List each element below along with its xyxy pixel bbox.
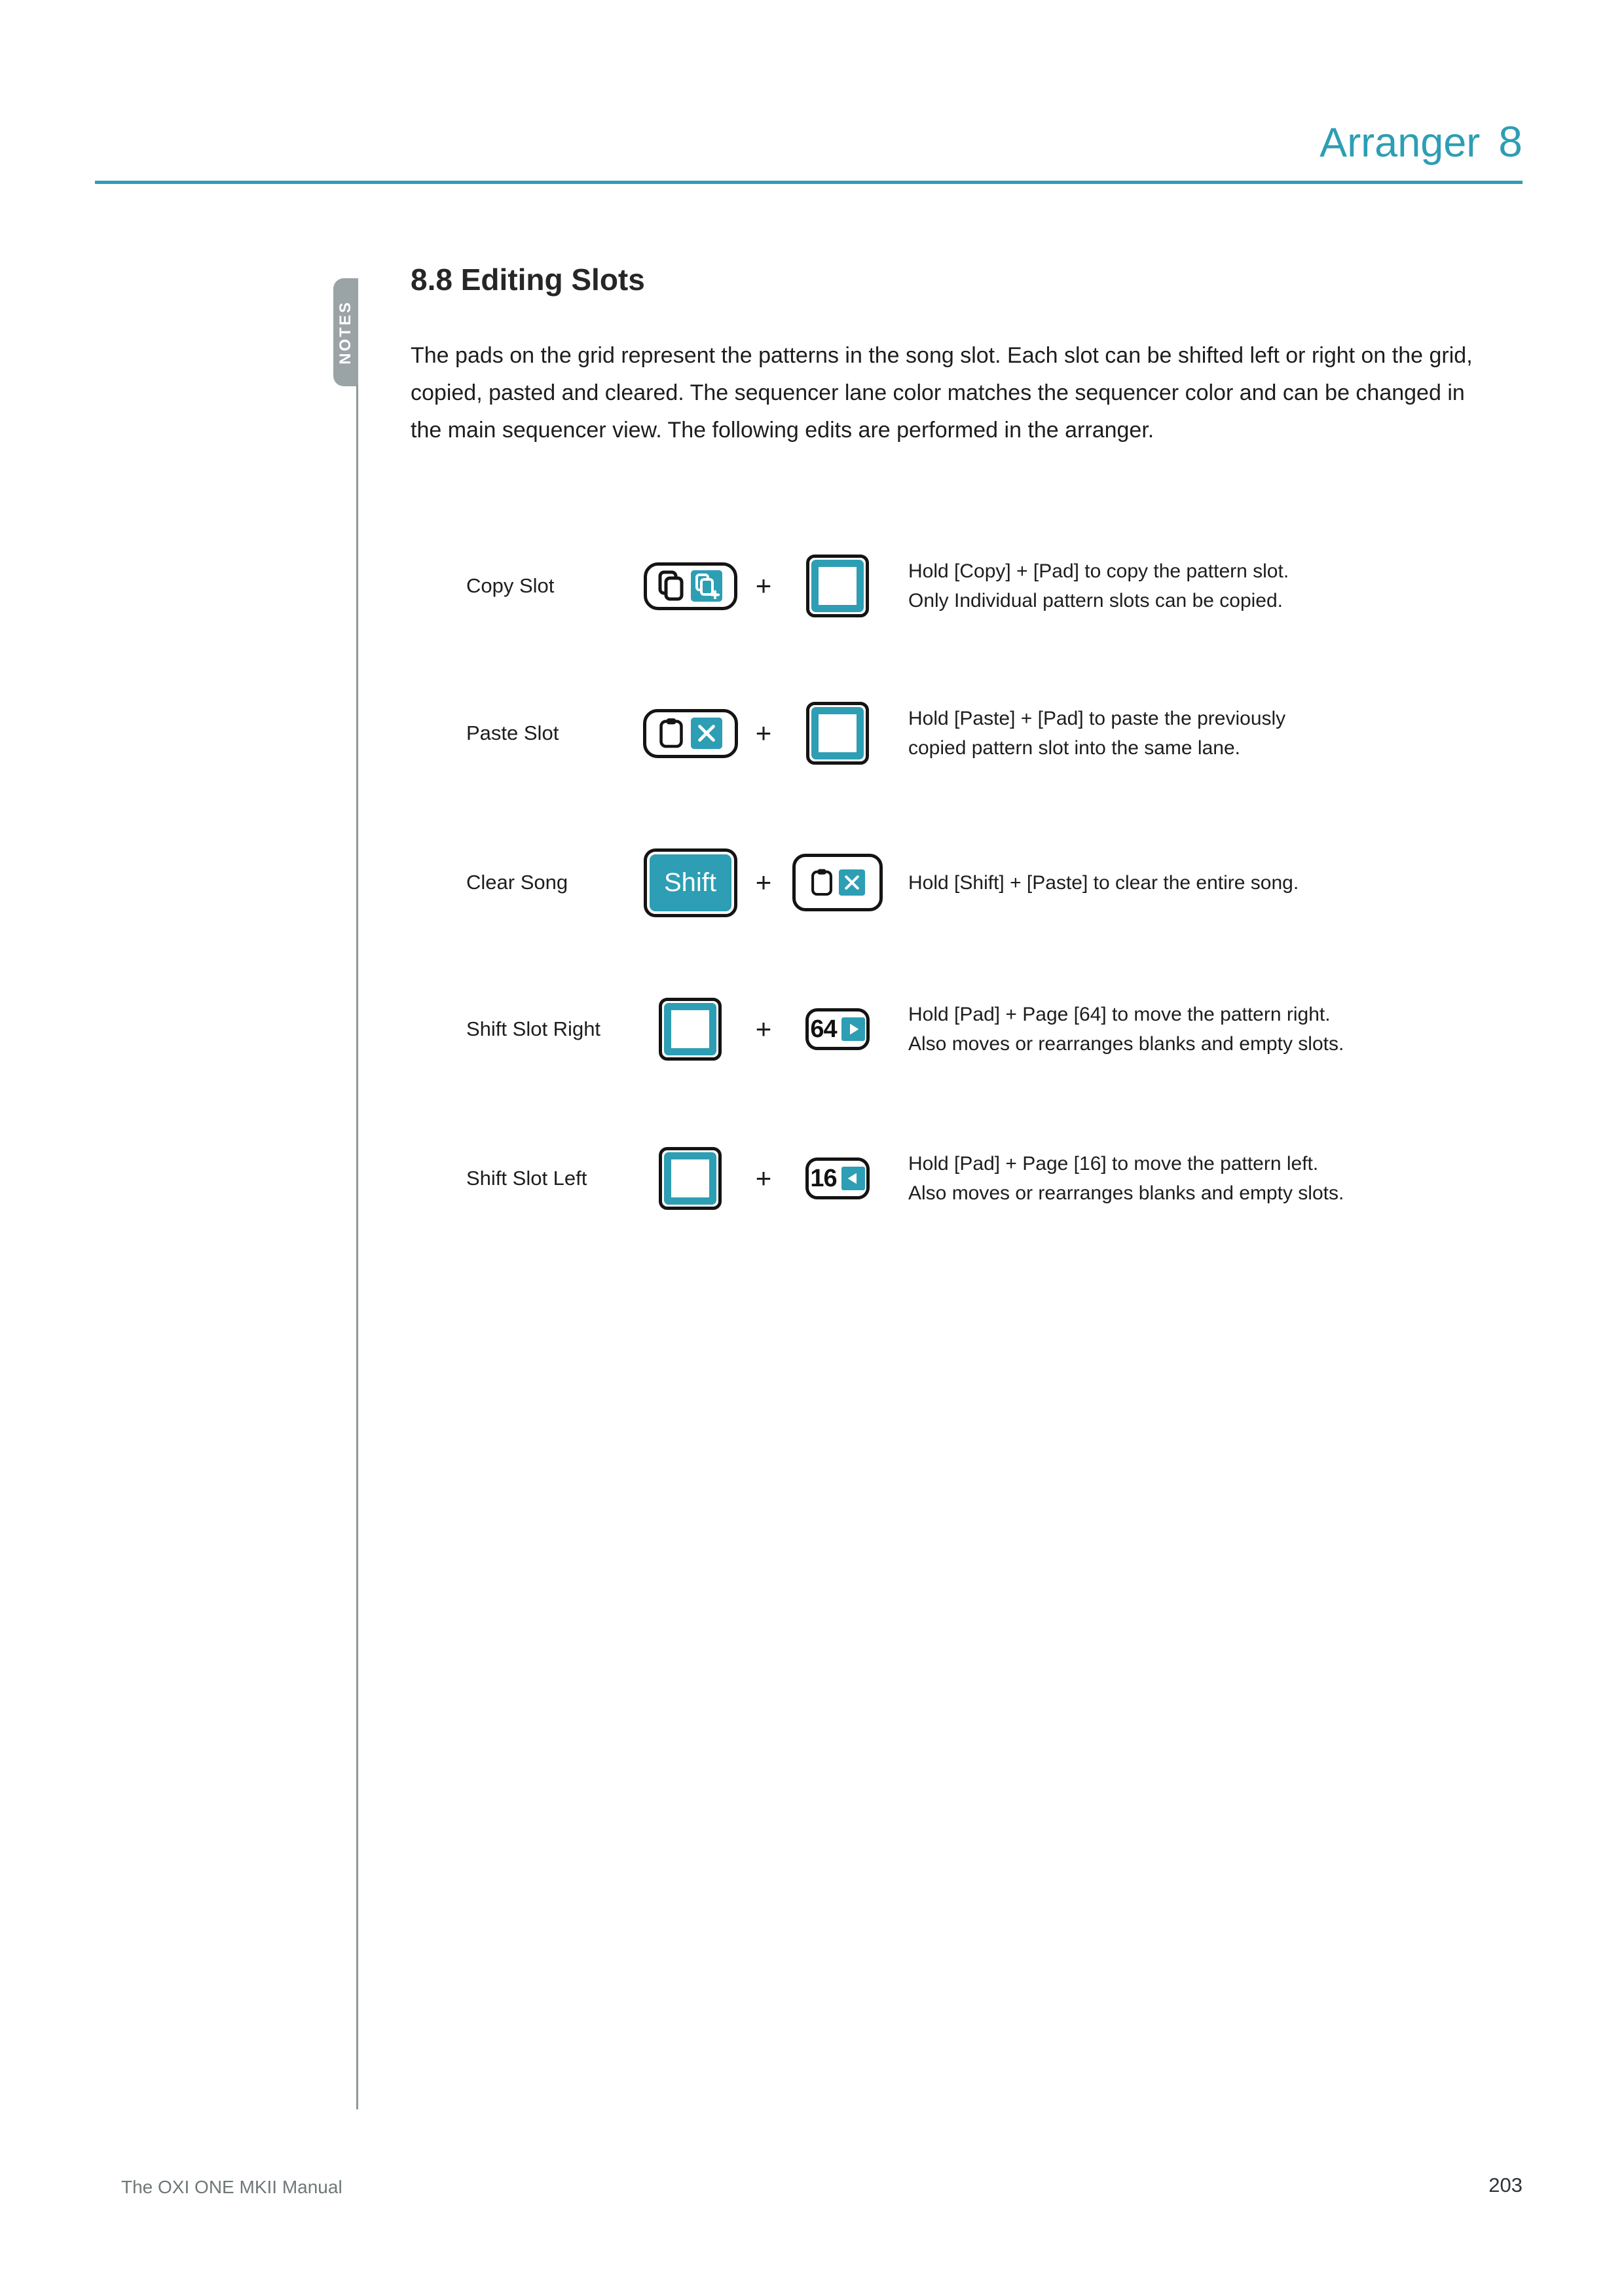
arrow-left-icon: [843, 1169, 863, 1188]
description-line: Hold [Paste] + [Pad] to paste the previously: [908, 708, 1286, 729]
description-line: Hold [Pad] + Page [16] to move the pattern left.: [908, 1153, 1319, 1175]
x-icon: [694, 721, 719, 746]
combo-row-clear-song: [466, 840, 1299, 925]
plus-sign: +: [755, 1013, 772, 1044]
description-line: Also moves or rearranges blanks and empty slots.: [908, 1182, 1344, 1204]
clear-badge: [691, 718, 722, 749]
clear-badge: [839, 869, 865, 896]
page-left-badge: [841, 1167, 865, 1190]
row-description: [908, 704, 1285, 763]
clipboard-icon: [658, 717, 684, 750]
description-line: copied pattern slot into the same lane.: [908, 737, 1240, 759]
combo-row-copy-slot: [466, 543, 1289, 629]
footer-manual-title: The OXI ONE MKII Manual: [121, 2177, 342, 2197]
row-description: [908, 1000, 1344, 1059]
page-right-badge: [841, 1017, 865, 1041]
page-16-label: 16: [810, 1164, 837, 1192]
plus-sign: +: [755, 718, 772, 748]
arrow-right-icon: [843, 1019, 863, 1039]
chapter-title: Arranger: [1320, 120, 1481, 166]
notes-tab: [333, 278, 358, 386]
paste-key: [643, 709, 738, 758]
section-title: 8.8 Editing Slots: [411, 263, 645, 297]
pad-key-inner: [811, 707, 864, 759]
pad-key: [659, 998, 722, 1061]
copy-icon: [658, 570, 684, 602]
chapter-number: 8: [1498, 117, 1522, 166]
footer-page-number: 203: [1488, 2174, 1522, 2196]
chapter-heading: [1320, 117, 1522, 166]
pad-key-inner: [664, 1003, 716, 1055]
page-64-label: 64: [810, 1015, 837, 1043]
shift-key: [644, 848, 737, 917]
row-label: Shift Slot Right: [466, 1017, 601, 1040]
section-intro: The pads on the grid represent the patterns in the song slot. Each slot can be shifted left or right on the grid, copied, pasted and cleared. The sequencer lane color matches the sequencer color and can be changed in the main sequencer view. The following edits are performed in the arranger.: [411, 343, 1473, 443]
pad-key-inner: [811, 560, 864, 612]
pad-key-inner: [664, 1152, 716, 1205]
copy-add-icon: [693, 573, 720, 599]
plus-sign: +: [755, 867, 772, 898]
notes-tab-label: NOTES: [337, 300, 354, 365]
page-64-key: [805, 1008, 870, 1050]
x-icon: [841, 872, 862, 893]
combo-row-shift-slot-left: [466, 1136, 1344, 1221]
description-line: Hold [Shift] + [Paste] to clear the entire song.: [908, 871, 1299, 894]
pad-key: [806, 702, 869, 765]
plus-sign: +: [755, 1163, 772, 1194]
row-description: [908, 1149, 1344, 1208]
row-label: Shift Slot Left: [466, 1167, 587, 1190]
row-description: [908, 556, 1289, 615]
copy-key: [644, 562, 737, 610]
pad-key: [659, 1147, 722, 1210]
header-rule: [95, 181, 1522, 184]
row-label: Clear Song: [466, 871, 568, 894]
clipboard-icon: [810, 867, 834, 898]
copy-add-badge: [691, 570, 722, 602]
combo-row-shift-slot-right: [466, 987, 1344, 1072]
notes-guide-line: [356, 385, 358, 2109]
row-label: Copy Slot: [466, 574, 555, 597]
page-16-key: [805, 1157, 870, 1199]
description-line: Also moves or rearranges blanks and empty slots.: [908, 1033, 1344, 1055]
plus-sign: +: [755, 570, 772, 601]
combo-row-paste-slot: [466, 691, 1285, 776]
description-line: Hold [Pad] + Page [64] to move the pattern right.: [908, 1004, 1331, 1025]
description-line: Hold [Copy] + [Pad] to copy the pattern slot.: [908, 560, 1289, 582]
paste-key: [792, 854, 883, 911]
description-line: Only Individual pattern slots can be copied.: [908, 590, 1283, 611]
row-label: Paste Slot: [466, 721, 559, 744]
row-description: [908, 868, 1299, 898]
pad-key: [806, 555, 869, 617]
shift-key-label: Shift: [650, 854, 731, 911]
